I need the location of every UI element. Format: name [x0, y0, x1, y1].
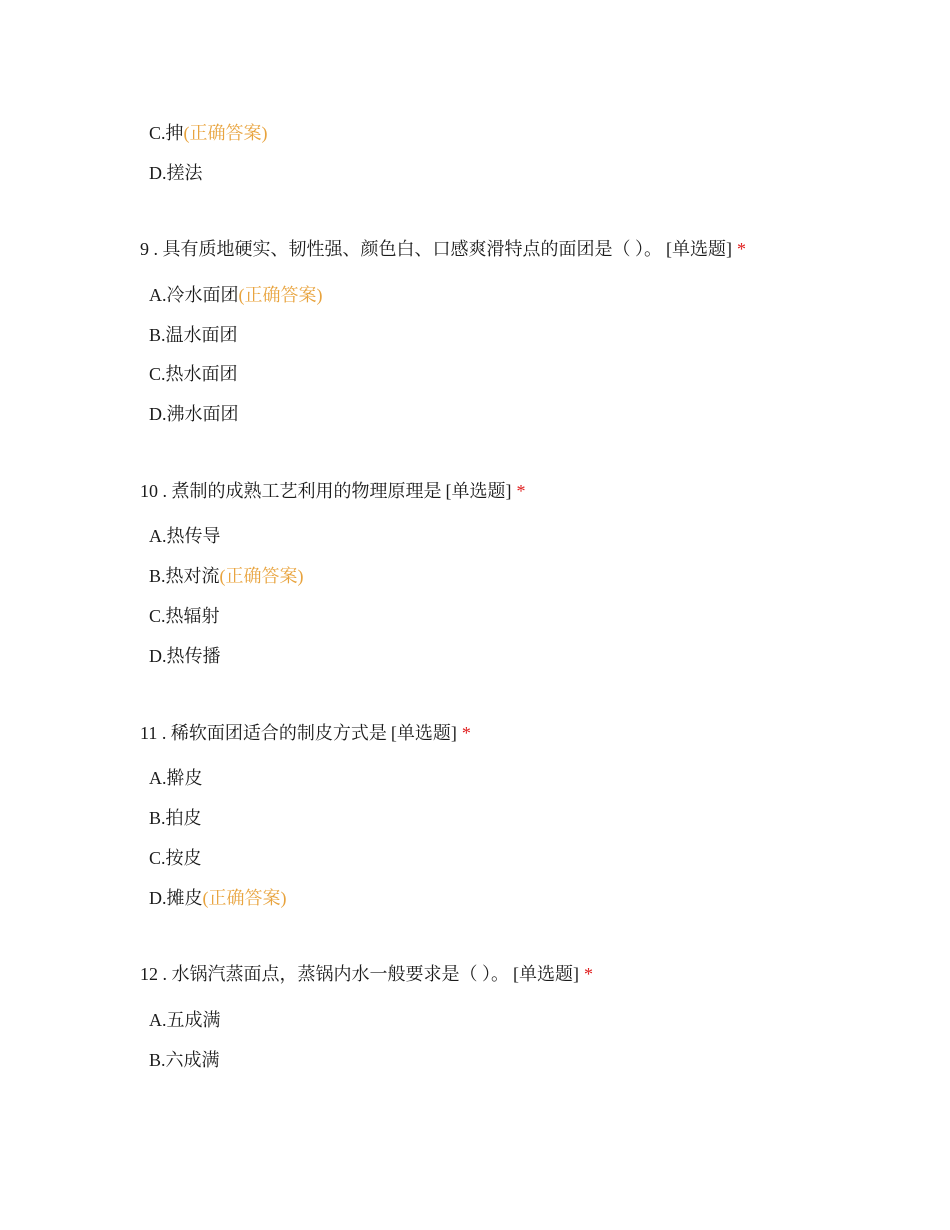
- option-a[interactable]: [149, 283, 323, 307]
- option-b[interactable]: [149, 1048, 220, 1072]
- correct-answer-marker: (正确答案): [183, 123, 268, 143]
- option-d[interactable]: [149, 644, 221, 668]
- option-b[interactable]: [149, 564, 304, 588]
- option-label: D.热传播: [149, 646, 221, 666]
- option-label: A.五成满: [149, 1010, 221, 1030]
- option-label: D.摊皮: [149, 888, 203, 908]
- question-type: [单选题]: [513, 964, 579, 984]
- question-title: [140, 962, 593, 986]
- question-title: [140, 721, 471, 745]
- question-title: [140, 479, 526, 503]
- option-label: B.拍皮: [149, 808, 202, 828]
- option-a[interactable]: [149, 524, 221, 548]
- option-c[interactable]: [149, 846, 202, 870]
- required-asterisk: *: [737, 239, 746, 259]
- option-label: C.抻: [149, 123, 184, 143]
- question-text: 9 . 具有质地硬实、韧性强、颜色白、口感爽滑特点的面团是（ ）。: [140, 239, 662, 259]
- option-label: B.六成满: [149, 1050, 220, 1070]
- option-label: D.沸水面团: [149, 404, 239, 424]
- option-a[interactable]: [149, 766, 203, 790]
- option-b[interactable]: [149, 323, 238, 347]
- option-c[interactable]: [149, 362, 238, 386]
- option-d[interactable]: [149, 886, 287, 910]
- question-text: 10 . 煮制的成熟工艺利用的物理原理是: [140, 481, 442, 501]
- option-b[interactable]: [149, 806, 202, 830]
- option-c[interactable]: [149, 604, 220, 628]
- correct-answer-marker: (正确答案): [238, 285, 323, 305]
- correct-answer-marker: (正确答案): [202, 888, 287, 908]
- question-type: [单选题]: [666, 239, 732, 259]
- option-d[interactable]: [149, 161, 203, 185]
- question-text: 11 . 稀软面团适合的制皮方式是: [140, 723, 387, 743]
- required-asterisk: *: [584, 964, 593, 984]
- required-asterisk: *: [461, 723, 471, 743]
- option-a[interactable]: [149, 1008, 221, 1032]
- option-d[interactable]: [149, 402, 239, 426]
- option-label: A.冷水面团: [149, 285, 239, 305]
- option-label: C.按皮: [149, 848, 202, 868]
- option-label: A.擀皮: [149, 768, 203, 788]
- required-asterisk: *: [516, 481, 526, 501]
- option-label: C.热水面团: [149, 364, 238, 384]
- question-title: [140, 237, 746, 261]
- option-label: B.热对流: [149, 566, 220, 586]
- option-label: D.搓法: [149, 163, 203, 183]
- question-type: [单选题]: [445, 481, 512, 501]
- option-label: B.温水面团: [149, 325, 238, 345]
- option-c[interactable]: [149, 121, 268, 145]
- correct-answer-marker: (正确答案): [219, 566, 304, 586]
- question-text: 12 . 水锅汽蒸面点，蒸锅内水一般要求是（ ）。: [140, 964, 509, 984]
- option-label: C.热辐射: [149, 606, 220, 626]
- option-label: A.热传导: [149, 526, 221, 546]
- question-type: [单选题]: [390, 723, 457, 743]
